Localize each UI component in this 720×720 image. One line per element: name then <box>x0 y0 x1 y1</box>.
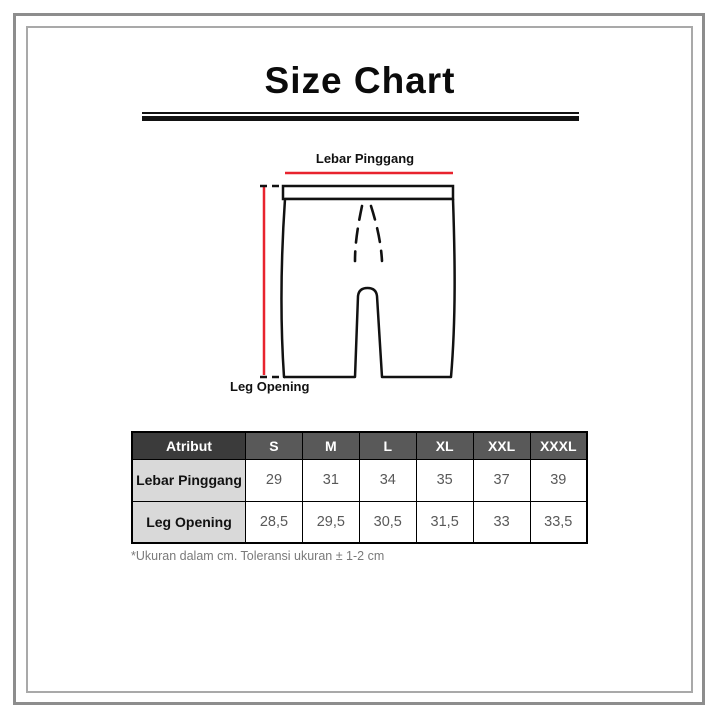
size-header-cell: L <box>359 432 416 459</box>
value-cell: 35 <box>416 459 473 501</box>
value-cell: 33 <box>473 501 530 543</box>
title-double-rule <box>142 112 579 121</box>
size-header-cell: XXL <box>473 432 530 459</box>
size-header-cell: XL <box>416 432 473 459</box>
value-cell: 28,5 <box>246 501 303 543</box>
waist-width-label: Lebar Pinggang <box>315 151 415 166</box>
table-row <box>132 459 587 501</box>
value-cell: 31 <box>302 459 359 501</box>
shorts-body-outline <box>281 199 454 377</box>
value-cell: 34 <box>359 459 416 501</box>
page-title: Size Chart <box>264 60 456 101</box>
shorts-measurement-diagram <box>225 148 467 402</box>
value-cell: 29,5 <box>302 501 359 543</box>
table-row <box>132 501 587 543</box>
leg-opening-label: Leg Opening <box>230 379 310 394</box>
size-footnote: *Ukuran dalam cm. Toleransi ukuran ± 1-2 cm <box>131 549 385 563</box>
value-cell: 39 <box>530 459 587 501</box>
value-cell: 31,5 <box>416 501 473 543</box>
value-cell: 29 <box>246 459 303 501</box>
value-cell: 30,5 <box>359 501 416 543</box>
shorts-waistband <box>283 186 453 199</box>
rule-thick-line <box>142 116 579 121</box>
size-table-header-row <box>132 432 587 459</box>
size-header-cell: XXXL <box>530 432 587 459</box>
size-table <box>131 431 588 544</box>
size-header-cell: S <box>246 432 303 459</box>
value-cell: 33,5 <box>530 501 587 543</box>
row-label-cell: Lebar Pinggang <box>132 459 246 501</box>
row-label-cell: Leg Opening <box>132 501 246 543</box>
value-cell: 37 <box>473 459 530 501</box>
size-header-cell: M <box>302 432 359 459</box>
attribute-header-cell: Atribut <box>132 432 246 459</box>
